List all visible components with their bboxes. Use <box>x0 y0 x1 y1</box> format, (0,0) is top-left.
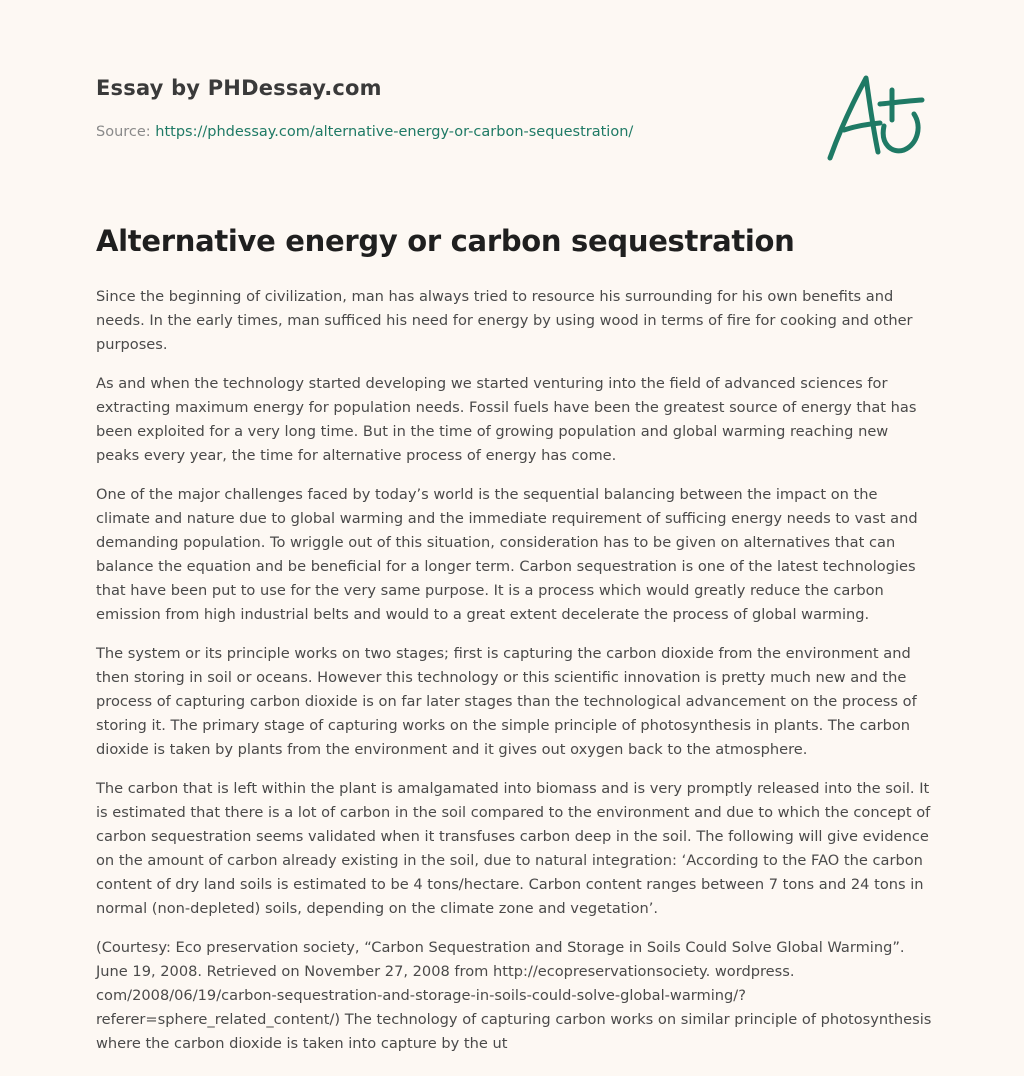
essay-paragraph: One of the major challenges faced by today’s world is the sequential balancing between the impact on the climate and nature due to global warming and the immediate requirement of sufficing energy needs to vast and demanding population. To wriggle out of this situation, consideration has to be given on alternatives that can balance the equation and be beneficial for a longer term. Carbon sequestration is one of the latest technologies that have been put to use for the very same purpose. It is a process which would greatly reduce the carbon emission from high industrial belts and would to a great extent decelerate the process of global warming. <box>96 486 918 623</box>
essay-body <box>96 285 932 1071</box>
essay-paragraph: The carbon that is left within the plant is amalgamated into biomass and is very promptly released into the soil. It is estimated that there is a lot of carbon in the soil compared to the environment and due to which the concept of carbon sequestration seems validated when it transfuses carbon deep in the soil. The following will give evidence on the amount of carbon already existing in the soil, due to natural integration: ‘According to the FAO the carbon content of dry land soils is estimated to be 4 tons/hectare. Carbon content ranges between 7 tons and 24 tons in normal (non-depleted) soils, depending on the climate zone and vegetation’. <box>96 780 931 917</box>
a-plus-logo-icon <box>822 68 928 166</box>
source-line <box>96 124 633 140</box>
essay-paragraph: Since the beginning of civilization, man has always tried to resource his surrounding for his own benefits and needs. In the early times, man sufficed his need for energy by using wood in terms of fire for cooking and other purposes. <box>96 288 913 353</box>
essay-title: Alternative energy or carbon sequestration <box>96 224 795 258</box>
essay-paragraph: As and when the technology started developing we started venturing into the field of advanced sciences for extracting maximum energy for population needs. Fossil fuels have been the greatest source of energy that has been exploited for a very long time. But in the time of growing population and global warming reaching new peaks every year, the time for alternative process of energy has come. <box>96 375 917 464</box>
essay-paragraph: The system or its principle works on two stages; first is capturing the carbon dioxide from the environment and then storing in soil or oceans. However this technology or this scientific innovation is pretty much new and the process of capturing carbon dioxide is on far later stages than the technological advancement on the process of storing it. The primary stage of capturing works on the simple principle of photosynthesis in plants. The carbon dioxide is taken by plants from the environment and it gives out oxygen back to the atmosphere. <box>96 645 917 758</box>
source-link[interactable]: https://phdessay.com/alternative-energy-or-carbon-sequestration/ <box>155 124 634 140</box>
site-brand: Essay by PHDessay.com <box>96 76 382 100</box>
source-label: Source: <box>96 124 151 140</box>
essay-paragraph: (Courtesy: Eco preservation society, “Carbon Sequestration and Storage in Soils Could Solve Global Warming”. June 19, 2008. Retrieved on November 27, 2008 from http://ecopreservationsociety. wordpress. com/2008/06/19/carbon-sequestration-and-storage-in-soils-could-solve-global-warming/?referer=sphere_related_content/) The technology of capturing carbon works on similar principle of photosynthesis where the carbon dioxide is taken into capture by the ut <box>96 939 932 1052</box>
